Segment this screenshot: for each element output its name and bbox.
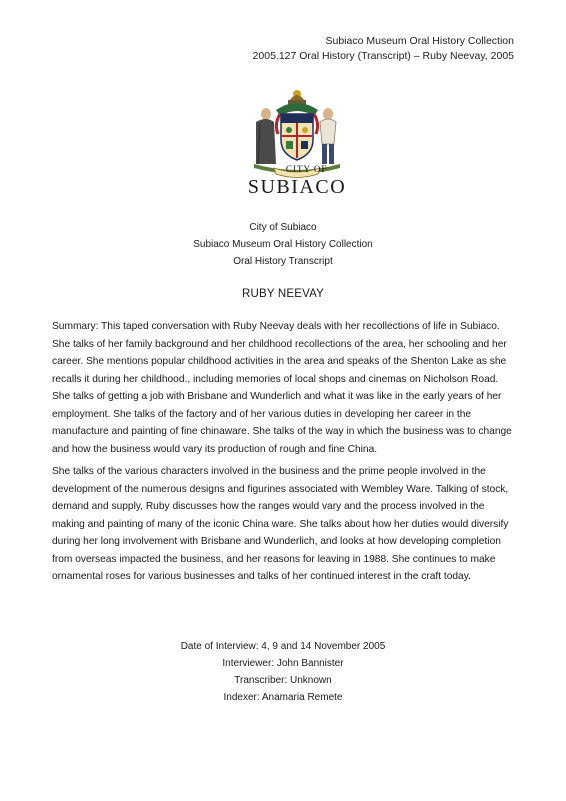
header-reference: 2005.127 Oral History (Transcript) – Ruby Neevay, 2005: [252, 50, 514, 62]
interview-details: [0, 638, 566, 706]
header-collection: Subiaco Museum Oral History Collection: [325, 35, 514, 47]
city-of-subiaco-logo: [244, 84, 350, 206]
interview-date: Date of Interview: 4, 9 and 14 November 2005: [180, 641, 386, 652]
org-line-1: City of Subiaco: [249, 222, 317, 233]
logo-subiaco: SUBIACO: [247, 176, 347, 198]
document-header: [253, 34, 514, 64]
interviewer: Interviewer: John Bannister: [222, 658, 344, 669]
logo-city-of: CITY OF: [286, 164, 328, 174]
organization-block: [0, 219, 566, 270]
interviewee-name: RUBY NEEVAY: [241, 288, 325, 300]
org-line-2: Subiaco Museum Oral History Collection: [193, 239, 373, 250]
org-line-3: Oral History Transcript: [233, 256, 333, 267]
transcriber: Transcriber: Unknown: [234, 675, 332, 686]
summary-paragraph-2: She talks of the various characters involved in the business and the prime people involved in the development of the numerous designs and figurines associated with Wembley Ware. Talking of stock, demand and supply, Ruby discusses how the ranges would vary and the process involved in the making and painting of many of the iconic China ware. She talks about how her duties would diversify during her long involvement with Brisbane and Wunderlich, and looks at how developing completion from overseas impacted the business, and her reasons for leaving in 1988. She continues to make ornamental roses for various businesses and talks of her continued interest in the craft today.: [52, 466, 509, 582]
indexer: Indexer: Anamaria Remete: [223, 692, 343, 703]
summary-paragraph-1: Summary: This taped conversation with Ruby Neevay deals with her recollections of life in Subiaco. She talks of her family background and her childhood recollections of the area, her schooling and her career. She mentions popular childhood activities in the area and speaks of the Shenton Lake as she recalls it during her childhood., including memories of local shops and cinemas on Nicholson Road. She talks of getting a job with Brisbane and Wunderlich and what it was like in the early years of her employment. She talks of the factory and of her various duties in developing her career in the manufacture and painting of fine chinaware. She talks of the way in which the business was to change and how the business would vary its production of rough and fine China.: [52, 321, 512, 455]
